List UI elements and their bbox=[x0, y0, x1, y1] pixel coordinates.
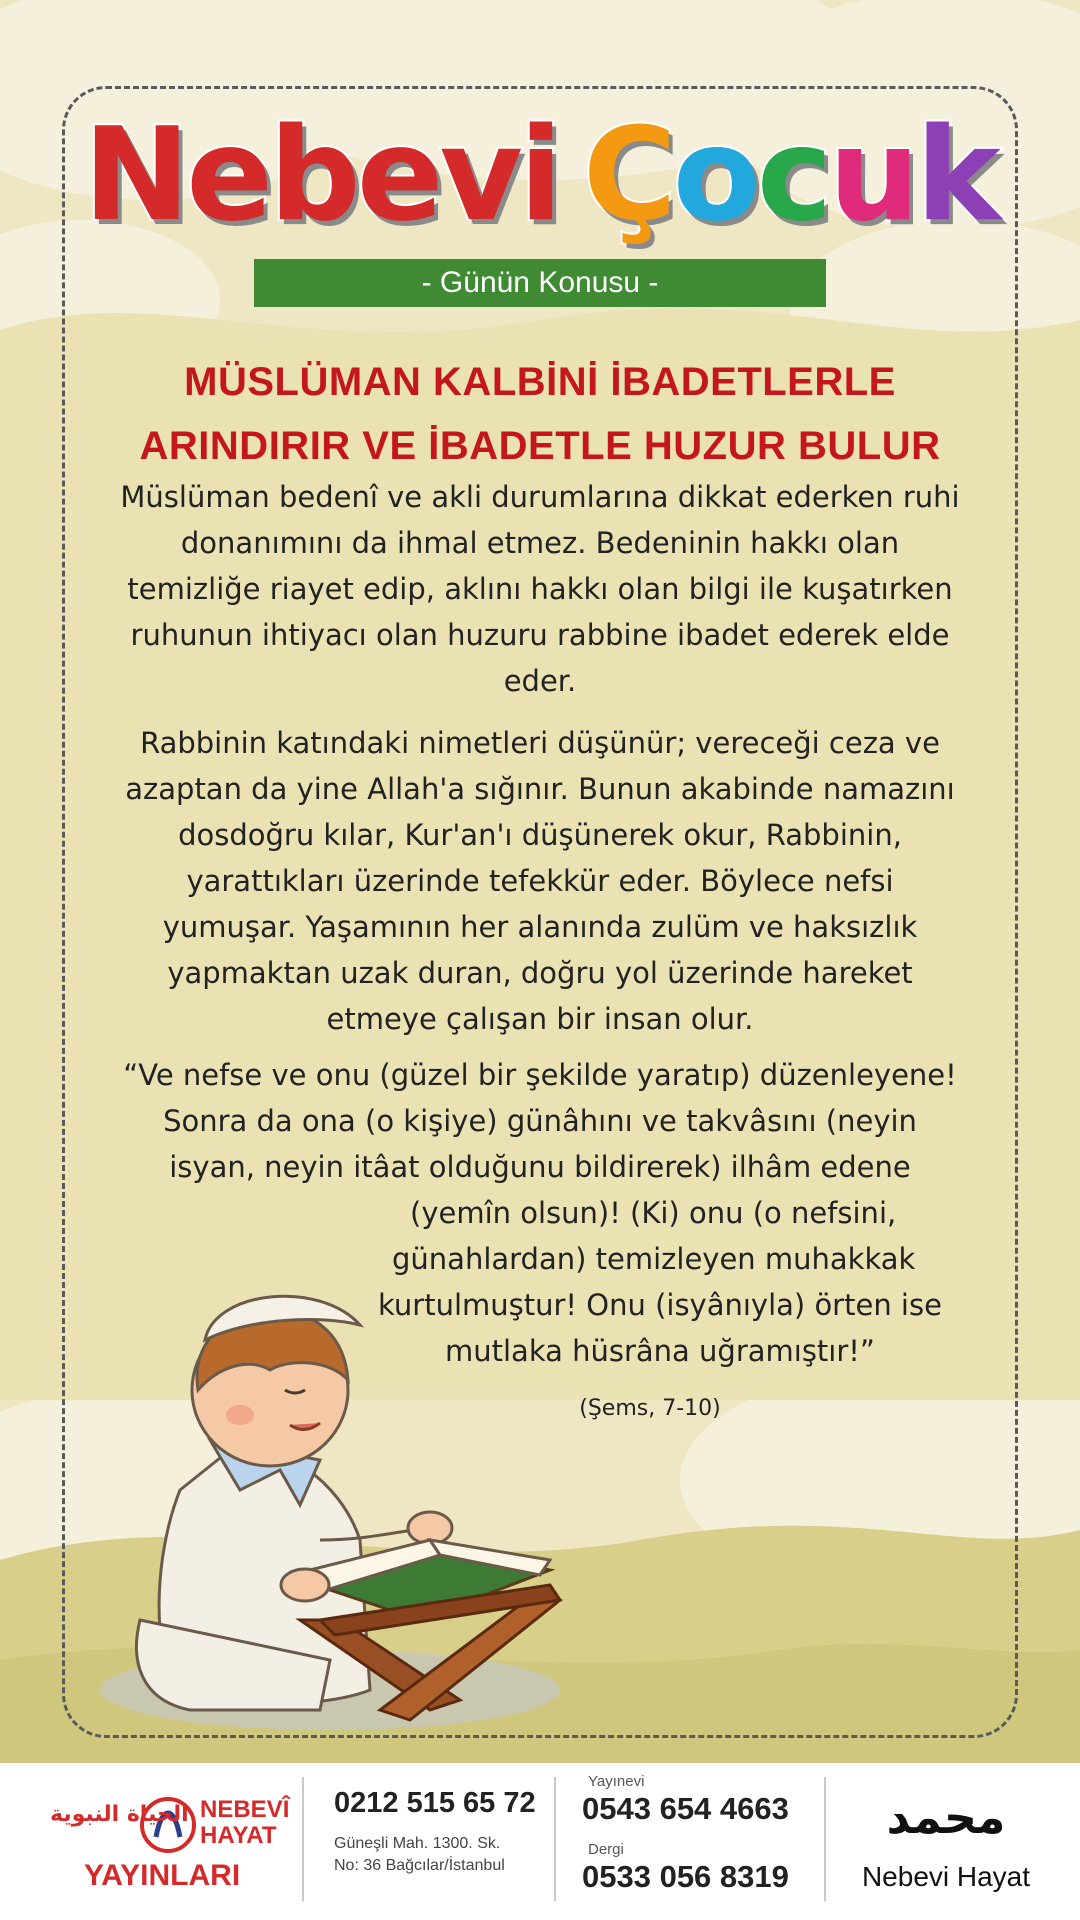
logo-letter: k bbox=[915, 101, 997, 250]
address-line: No: 36 Bağcılar/İstanbul bbox=[334, 1857, 505, 1874]
logo-letter: Ç bbox=[582, 101, 673, 250]
logo-word-nebevi: Nebevi bbox=[83, 101, 559, 250]
quote-line: mutlaka hüsrâna uğramıştır!” bbox=[445, 1334, 875, 1368]
boy-reading-quran-illustration bbox=[120, 1240, 640, 1740]
calligraphy-mark bbox=[886, 1771, 1006, 1861]
verse-source: (Şems, 7-10) bbox=[579, 1396, 721, 1421]
publisher-arabic: الحياة النبوية bbox=[50, 1802, 189, 1827]
brand-arabic: محمد bbox=[886, 1790, 1006, 1844]
publisher-name-1: NEBEVÎ bbox=[200, 1796, 290, 1823]
quote-line: kurtulmuştur! Onu (isyânıyla) örten ise bbox=[378, 1288, 942, 1322]
logo-letter: c bbox=[756, 101, 829, 250]
address-line: Güneşli Mah. 1300. Sk. bbox=[334, 1835, 501, 1852]
paragraph-2: Rabbinin katındaki nimetleri düşünür; vereceği ceza ve azaptan da yine Allah'a sığınır. Bunun akabinde namazını dosdoğru kılar, Kur'an'ı düşünerek okur, Rabbinin, yarattıkları üzerinde tefekkür eder. Böylece nefsi yumuşar. Yaşamının her alanında zulüm ve haksızlık yapmaktan uzak duran, doğru yol üzerinde hareket etmeye çalışan bir insan olur. bbox=[125, 726, 955, 1036]
footer-divider bbox=[554, 1777, 556, 1901]
brand-name: Nebevi Hayat bbox=[861, 1861, 1031, 1892]
publisher-name-2: HAYAT bbox=[200, 1822, 277, 1849]
paragraph-1: Müslüman bedenî ve akli durumlarına dikkat ederken ruhi donanımını da ihmal etmez. Bedeninin hakkı olan temizliğe riayet edip, aklını hakkı olan bilgi ile kuşatırken ruhunun ihtiyacı olan huzuru rabbine ibadet ederek elde eder. bbox=[120, 480, 960, 698]
main-phone[interactable]: 0212 515 65 72 bbox=[334, 1787, 536, 1819]
logo-letter: u bbox=[828, 101, 916, 250]
publisher-name-3: YAYINLARI bbox=[84, 1859, 241, 1892]
headline-line: MÜSLÜMAN KALBİNİ İBADETLERLE bbox=[184, 360, 896, 404]
quote-line: isyan, neyin itâat olduğunu bildirerek) ilhâm edene bbox=[169, 1150, 911, 1184]
logo-letter: o bbox=[672, 101, 757, 250]
topic-bar: - Günün Konusu - bbox=[254, 259, 826, 307]
article-headline bbox=[80, 350, 1000, 478]
publisher-phone-label: Yayınevi bbox=[588, 1773, 645, 1790]
nebevi-cocuk-logo bbox=[0, 101, 1080, 250]
quote-line: Sonra da ona (o kişiye) günâhını ve takvâsını (neyin bbox=[163, 1104, 917, 1138]
publisher-phone[interactable]: 0543 654 4663 bbox=[582, 1791, 789, 1826]
quote-line: “Ve nefse ve onu (güzel bir şekilde yaratıp) düzenleyene! bbox=[123, 1058, 957, 1092]
headline-line: ARINDIRIR VE İBADETLE HUZUR BULUR bbox=[139, 424, 941, 468]
magazine-phone[interactable]: 0533 056 8319 bbox=[582, 1859, 789, 1894]
footer-divider bbox=[824, 1777, 826, 1901]
magazine-phone-label: Dergi bbox=[588, 1841, 624, 1858]
footer-divider bbox=[302, 1777, 304, 1901]
quote-line: günahlardan) temizleyen muhakkak bbox=[392, 1242, 916, 1276]
address bbox=[334, 1833, 564, 1877]
nebevi-hayat-yayinlari-logo bbox=[44, 1785, 290, 1895]
quote-line: (yemîn olsun)! (Ki) onu (o nefsini, bbox=[410, 1196, 897, 1230]
footer bbox=[0, 1763, 1080, 1920]
